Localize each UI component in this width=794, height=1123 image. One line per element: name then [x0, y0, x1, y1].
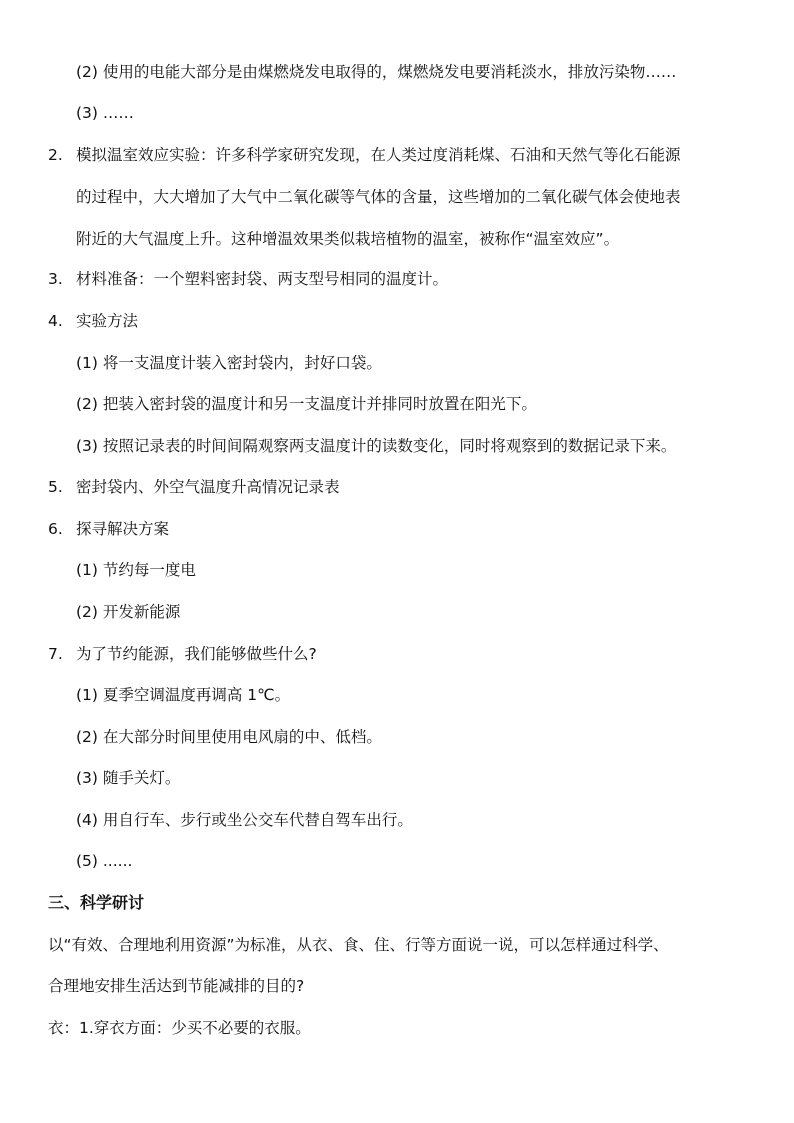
item-number: 2. [48, 146, 63, 164]
list-item [0, 850, 794, 872]
list-item [0, 809, 794, 831]
item-text: 密封袋内、外空气温度升高情况记录表 [76, 478, 340, 496]
item-number: 5. [48, 478, 63, 496]
item-text: (4) 用自行车、步行或坐公交车代替自驾车出行。 [76, 811, 413, 829]
numbered-item [0, 518, 794, 540]
section-heading [0, 892, 794, 914]
list-item [0, 61, 794, 83]
list-item [0, 559, 794, 581]
list-item [0, 684, 794, 706]
item-number: 6. [48, 520, 63, 538]
item-text: (2) 把装入密封袋的温度计和另一支温度计并排同时放置在阳光下。 [76, 395, 537, 413]
paragraph-line [0, 228, 794, 250]
list-item [0, 767, 794, 789]
item-text: (3) …… [76, 104, 134, 122]
numbered-item [0, 310, 794, 332]
item-text: (3) 随手关灯。 [76, 769, 181, 787]
item-text: (2) 使用的电能大部分是由煤燃烧发电取得的，煤燃烧发电要消耗淡水，排放污染物…… [76, 63, 677, 81]
paragraph-line [0, 1017, 794, 1039]
item-text: (2) 开发新能源 [76, 603, 181, 621]
paragraph-text: 以“有效、合理地利用资源”为标准，从衣、食、住、行等方面说一说，可以怎样通过科学、 [48, 936, 669, 954]
paragraph-text: 合理地安排生活达到节能减排的目的? [48, 977, 305, 995]
item-text: 附近的大气温度上升。这种增温效果类似栽培植物的温室，被称作“温室效应”。 [76, 230, 620, 248]
item-text: 的过程中，大大增加了大气中二氧化碳等气体的含量，这些增加的二氧化碳气体会使地表 [76, 188, 681, 206]
item-text: (5) ...... [76, 852, 133, 870]
item-text: (3) 按照记录表的时间间隔观察两支温度计的读数变化，同时将观察到的数据记录下来。 [76, 437, 677, 455]
item-text: (1) 节约每一度电 [76, 561, 196, 579]
numbered-item [0, 144, 794, 166]
item-text: (1) 将一支温度计装入密封袋内，封好口袋。 [76, 354, 382, 372]
item-text: 模拟温室效应实验：许多科学家研究发现，在人类过度消耗煤、石油和天然气等化石能源 [76, 146, 681, 164]
item-number: 7. [48, 645, 63, 663]
item-text: 材料准备：一个塑料密封袋、两支型号相同的温度计。 [76, 270, 449, 288]
list-item [0, 601, 794, 623]
paragraph-line [0, 934, 794, 956]
numbered-item [0, 643, 794, 665]
item-text: (2) 在大部分时间里使用电风扇的中、低档。 [76, 728, 382, 746]
heading-text: 三、科学研讨 [48, 893, 145, 912]
paragraph-text: 衣：1.穿衣方面：少买不必要的衣服。 [48, 1019, 311, 1037]
list-item [0, 435, 794, 457]
item-text: 探寻解决方案 [76, 520, 170, 538]
paragraph-line [0, 975, 794, 997]
list-item [0, 102, 794, 124]
item-text: (1) 夏季空调温度再调高 1℃。 [76, 686, 291, 704]
item-text: 实验方法 [76, 312, 139, 330]
list-item [0, 393, 794, 415]
item-number: 4. [48, 312, 63, 330]
numbered-item [0, 268, 794, 290]
item-number: 3. [48, 270, 63, 288]
numbered-item [0, 476, 794, 498]
list-item [0, 726, 794, 748]
list-item [0, 352, 794, 374]
paragraph-line [0, 186, 794, 208]
item-text: 为了节约能源，我们能够做些什么? [76, 645, 317, 663]
